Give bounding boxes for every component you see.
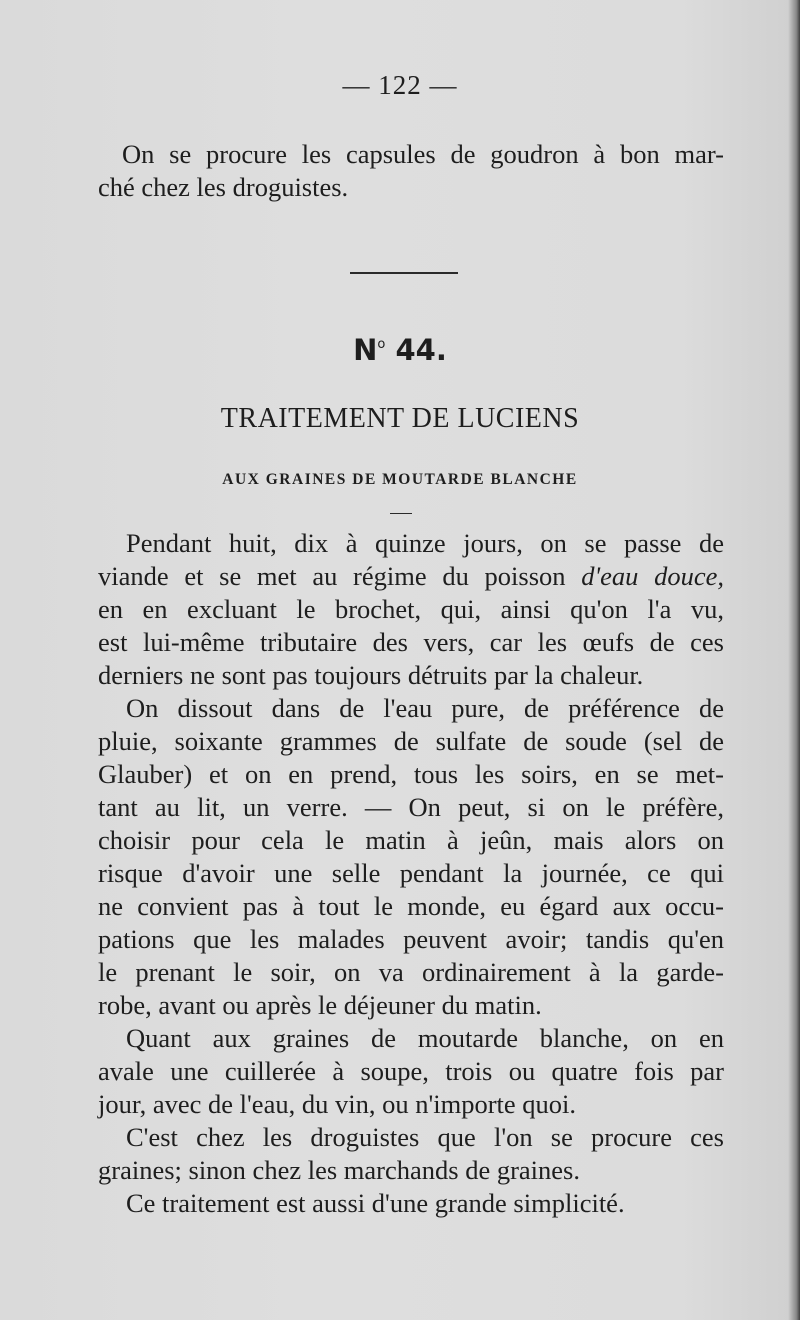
text-line: jour, avec de l'eau, du vin, ou n'importe quoi. (98, 1089, 577, 1119)
text-line: en en excluant le brochet, qui, ainsi qu'on l'a vu, (98, 594, 724, 624)
text-line: est lui-même tributaire des vers, car les œufs de ces (98, 627, 724, 657)
intro-paragraph (98, 138, 724, 204)
section-number (0, 333, 800, 367)
paragraph-2 (98, 692, 724, 1022)
text-line: graines; sinon chez les marchands de graines. (98, 1155, 580, 1185)
text-line: le prenant le soir, on va ordinairement à la garde- (98, 957, 724, 987)
text-line: risque d'avoir une selle pendant la journée, ce qui (98, 858, 724, 888)
section-number-prefix: N (353, 333, 378, 367)
section-number-value: 44. (395, 333, 447, 367)
text-line: tant au lit, un verre. — On peut, si on le préfère, (98, 792, 724, 822)
short-divider (390, 513, 412, 514)
italic-phrase: d'eau douce, (581, 561, 724, 591)
paragraph-4 (98, 1121, 724, 1187)
text-line: On se procure les capsules de goudron à bon mar- (122, 139, 724, 169)
paragraph-5 (98, 1187, 724, 1220)
text-line (98, 560, 724, 593)
text-line: choisir pour cela le matin à jeûn, mais alors on (98, 825, 724, 855)
section-number-sup: o (377, 337, 386, 352)
section-divider (350, 272, 458, 274)
paragraph-3 (98, 1022, 724, 1121)
text-line: ne convient pas à tout le monde, eu égard aux occu- (98, 891, 724, 921)
text-line: pations que les malades peuvent avoir; tandis qu'en (98, 924, 724, 954)
text-line: On dissout dans de l'eau pure, de préférence de (126, 693, 724, 723)
text-line: Glauber) et on en prend, tous les soirs, en se met- (98, 759, 724, 789)
page-edge-shadow (788, 0, 800, 1320)
text-line: Pendant huit, dix à quinze jours, on se passe de (126, 528, 724, 558)
paragraph-1 (98, 527, 724, 692)
text-line-part: viande et se met au régime du poisson (98, 561, 582, 591)
text-line: Quant aux graines de moutarde blanche, on en (126, 1023, 724, 1053)
text-line: robe, avant ou après le déjeuner du matin. (98, 990, 542, 1020)
text-line: ché chez les droguistes. (98, 172, 349, 202)
text-line: avale une cuillerée à soupe, trois ou quatre fois par (98, 1056, 724, 1086)
section-subtitle: AUX GRAINES DE MOUTARDE BLANCHE (222, 471, 578, 488)
text-line: Ce traitement est aussi d'une grande simplicité. (126, 1188, 625, 1218)
text-line: pluie, soixante grammes de sulfate de soude (sel de (98, 726, 724, 756)
text-line: derniers ne sont pas toujours détruits par la chaleur. (98, 660, 644, 690)
page-number: — 122 — (342, 70, 458, 100)
section-title: TRAITEMENT DE LUCIENS (220, 403, 580, 434)
text-line: C'est chez les droguistes que l'on se procure ces (126, 1122, 724, 1152)
